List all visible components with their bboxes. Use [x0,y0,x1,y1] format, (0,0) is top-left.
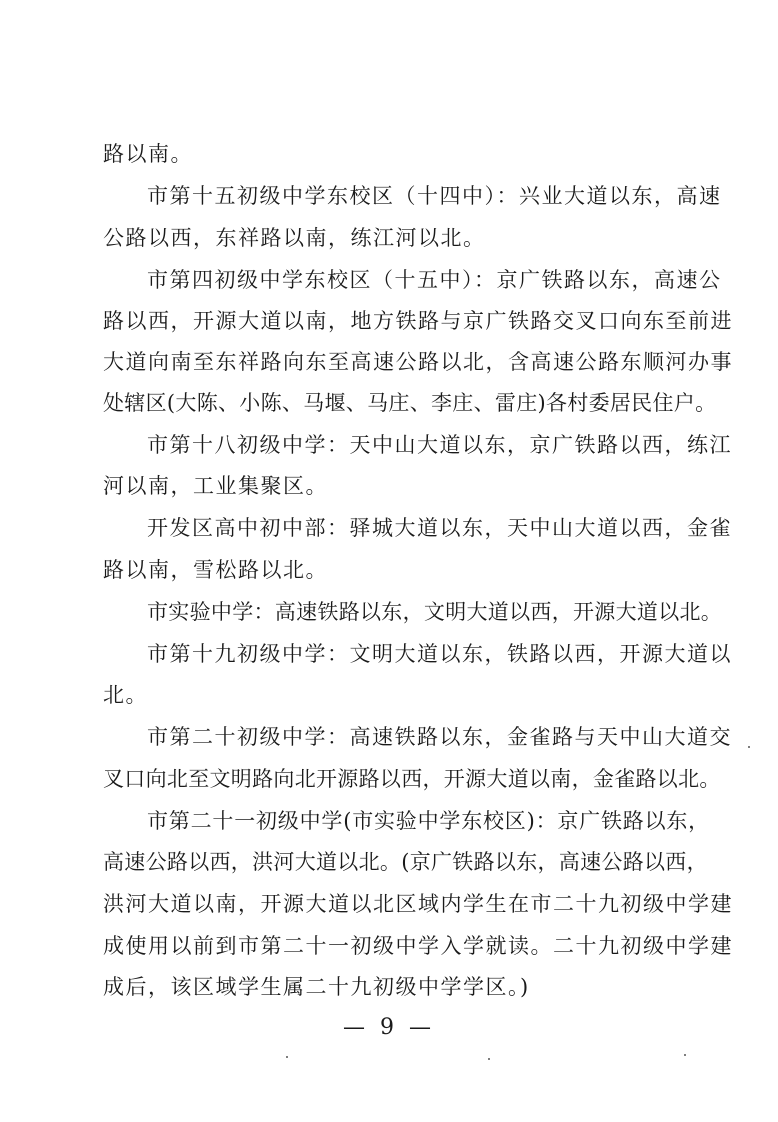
text-line: 路以西，开源大道以南，地方铁路与京广铁路交叉口向东至前进 [103,309,733,333]
scan-speck [286,1056,288,1058]
text-line: 北。 [103,683,148,707]
text-line: 市第十八初级中学：天中山大道以东，京广铁路以西，练江 [147,433,732,457]
text-line: 市实验中学：高速铁路以东，文明大道以西，开源大道以北。 [147,600,723,624]
text-line: 开发区高中初中部：驿城大道以东，天中山大道以西，金雀 [147,516,732,540]
text-line: 路以南。 [103,142,193,166]
text-line: 市第十九初级中学：文明大道以东，铁路以西，开源大道以 [147,642,732,666]
page-number: — 9 — [343,1015,435,1040]
text-line: 处辖区(大陈、小陈、马堰、马庄、李庄、雷庄)各村委居民住户。 [103,391,717,415]
text-line: 公路以西，东祥路以南，练江河以北。 [103,226,486,250]
text-line: 大道向南至东祥路向东至高速公路以北，含高速公路东顺河办事 [103,350,733,374]
text-line: 市第二十初级中学：高速铁路以东，金雀路与天中山大道交 [147,725,732,749]
text-line: 洪河大道以南，开源大道以北区域内学生在市二十九初级中学建 [103,892,733,916]
text-line: 高速公路以西，洪河大道以北。(京广铁路以东，高速公路以西， [103,850,708,874]
scan-speck [684,1054,686,1056]
text-line: 市第二十一初级中学(市实验中学东校区)：京广铁路以东， [147,809,710,833]
text-line: 成使用以前到市第二十一初级中学入学就读。二十九初级中学建 [103,934,733,958]
scan-speck [748,746,750,748]
text-line: 市第十五初级中学东校区（十四中）：兴业大道以东，高速 [147,184,722,208]
text-line: 路以南，雪松路以北。 [103,558,328,582]
text-line: 成后，该区域学生属二十九初级中学学区。) [103,975,530,999]
scan-speck [488,1058,490,1060]
text-line: 河以南，工业集聚区。 [103,474,328,498]
text-line: 叉口向北至文明路向北开源路以西，开源大道以南，金雀路以北。 [103,767,721,791]
text-line: 市第四初级中学东校区（十五中）：京广铁路以东，高速公 [147,268,722,292]
